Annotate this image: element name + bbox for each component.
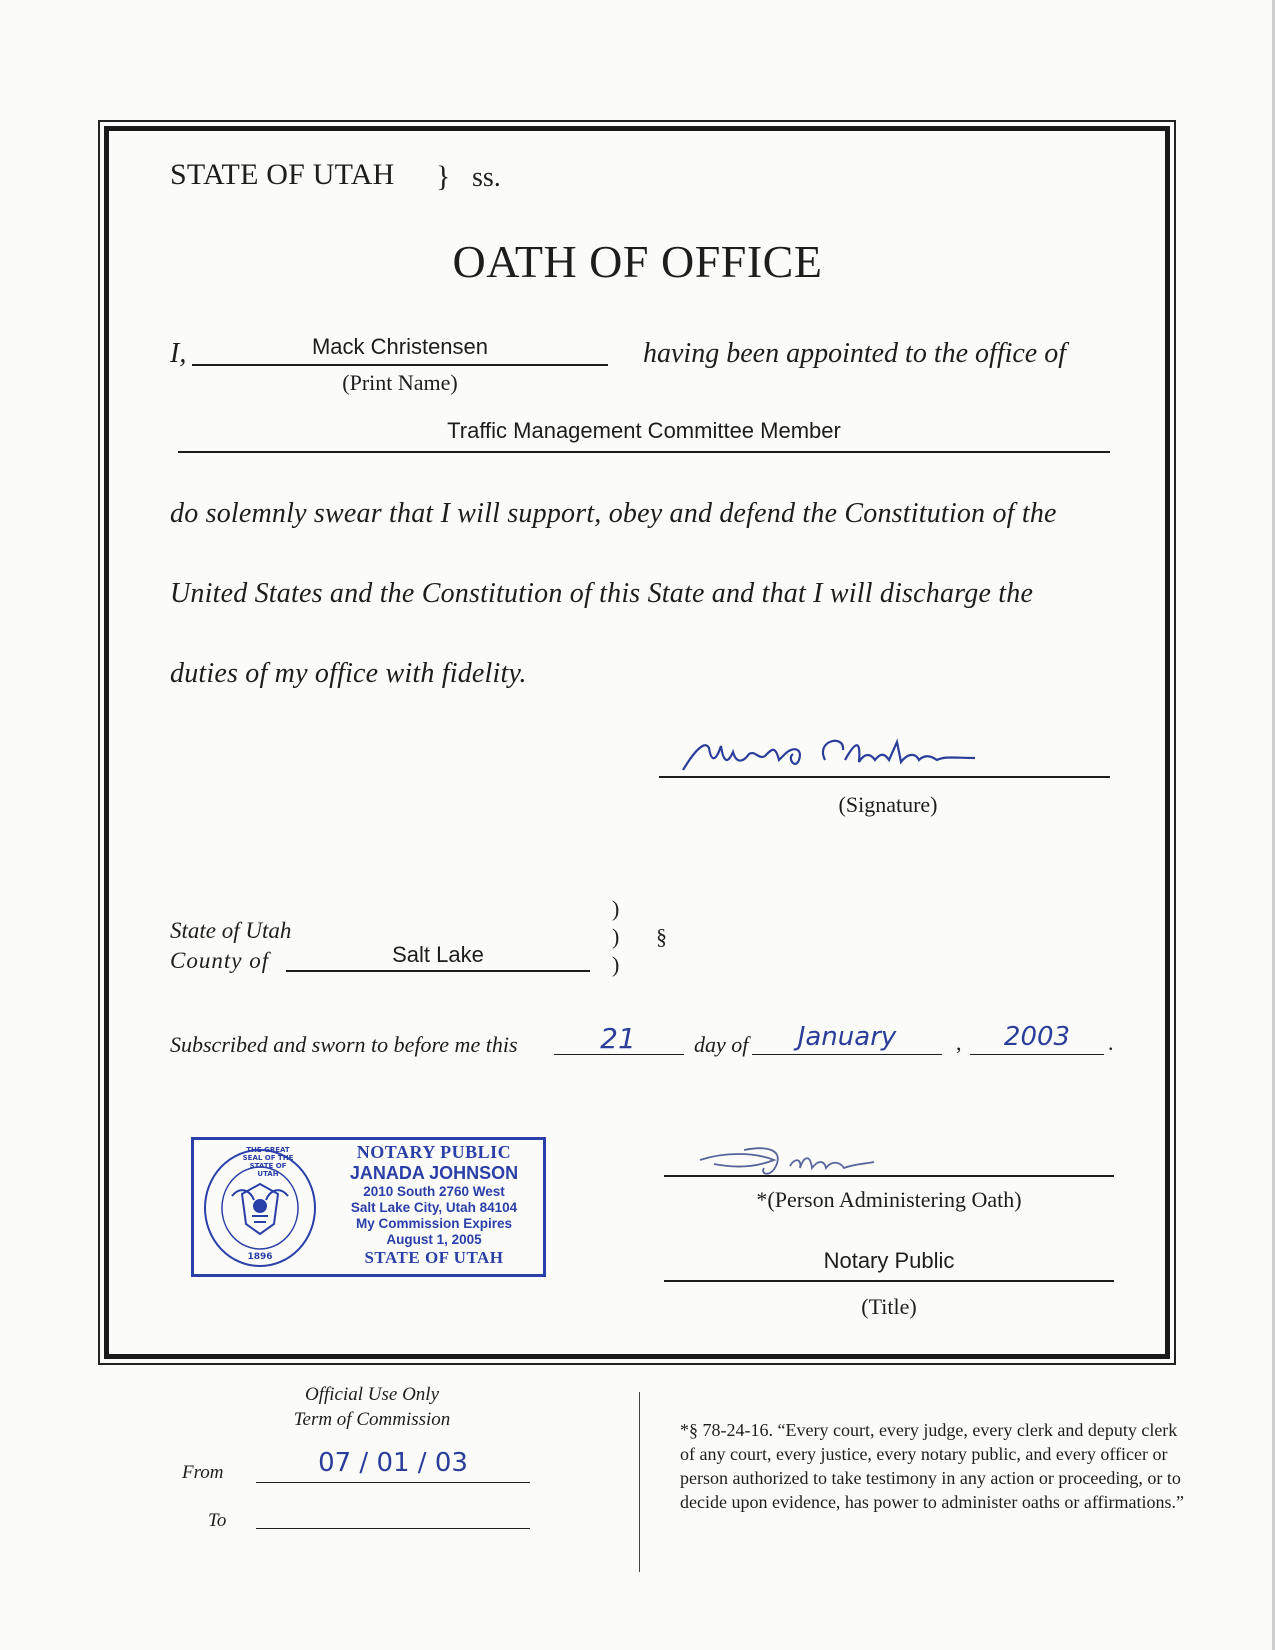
paren-3: ) [612, 952, 620, 977]
appointed-text: having been appointed to the office of [643, 338, 1067, 369]
day-value: 21 [600, 1022, 636, 1055]
oath-body-line-1: do solemnly swear that I will support, obey and defend the Constitution of the [170, 498, 1057, 529]
i-label: I, [170, 338, 187, 369]
oath-body-line-2: United States and the Constitution of this State and that I will discharge the [170, 578, 1034, 609]
subscribed-text: Subscribed and sworn to before me this [170, 1032, 518, 1057]
oath-body-line-3: duties of my office with fidelity. [170, 658, 527, 689]
day-of-text: day of [694, 1032, 749, 1057]
notary-signature-scribble [694, 1138, 974, 1188]
county-line [286, 970, 590, 972]
title-line [664, 1280, 1114, 1282]
from-label: From [182, 1462, 224, 1483]
official-use-heading: Official Use Only [304, 1384, 440, 1405]
to-line [256, 1528, 530, 1529]
from-line [256, 1482, 530, 1483]
section-symbol: § [656, 924, 667, 949]
to-label: To [208, 1510, 227, 1531]
paren-1: ) [612, 896, 620, 921]
bottom-divider [639, 1392, 640, 1572]
stamp-expires-label: My Commission Expires [355, 1216, 513, 1231]
statute-text: *§ 78-24-16. “Every court, every judge, every clerk and deputy clerk of any court, every justice, every notary public, and every officer or person authorized to take testimony in any action or proceeding, or to decide upon evidence, has power to administer oaths or affirmations.” [680, 1420, 1185, 1512]
document-title: OATH OF OFFICE [452, 236, 823, 287]
administering-caption: *(Person Administering Oath) [756, 1187, 1022, 1212]
term-heading: Term of Commission [293, 1409, 451, 1430]
seal-text: THE GREAT SEAL OF THE STATE OF UTAH [242, 1146, 294, 1178]
stamp-address-1: 2010 South 2760 West [363, 1184, 505, 1199]
print-name-caption: (Print Name) [342, 370, 458, 395]
stamp-notary-name: JANADA JOHNSON [349, 1163, 519, 1183]
paren-2: ) [612, 924, 620, 949]
state-of-utah-label: State of Utah [170, 918, 292, 943]
ss-label: ss. [472, 162, 501, 193]
stamp-notary-public: NOTARY PUBLIC [356, 1142, 512, 1162]
office-line [178, 451, 1110, 453]
from-value: 07 / 01 / 03 [318, 1448, 468, 1478]
county-value: Salt Lake [392, 942, 484, 967]
title-caption: (Title) [861, 1294, 917, 1319]
title-value: Notary Public [823, 1248, 955, 1273]
print-name-value: Mack Christensen [311, 334, 489, 359]
office-value: Traffic Management Committee Member [447, 418, 841, 443]
stamp-expires-date: August 1, 2005 [386, 1232, 482, 1247]
stamp-state: STATE OF UTAH [364, 1248, 504, 1267]
state-brace: } [436, 160, 451, 193]
day-line [554, 1054, 684, 1055]
signature-caption: (Signature) [838, 792, 938, 817]
print-name-line [192, 364, 608, 366]
state-heading: STATE OF UTAH [170, 158, 395, 191]
stamp-address-2: Salt Lake City, Utah 84104 [350, 1200, 518, 1215]
notary-stamp [191, 1137, 546, 1277]
signature-line [659, 776, 1110, 778]
month-line [752, 1054, 942, 1055]
stamp-text-block [326, 1142, 542, 1268]
period: . [1108, 1030, 1114, 1055]
year-line [970, 1054, 1104, 1055]
seal-year: 1896 [247, 1252, 273, 1262]
year-value: 2003 [1003, 1022, 1071, 1052]
administering-line [664, 1175, 1114, 1177]
month-value: January [797, 1022, 897, 1052]
comma: , [956, 1030, 962, 1055]
county-label: County of [170, 948, 270, 973]
